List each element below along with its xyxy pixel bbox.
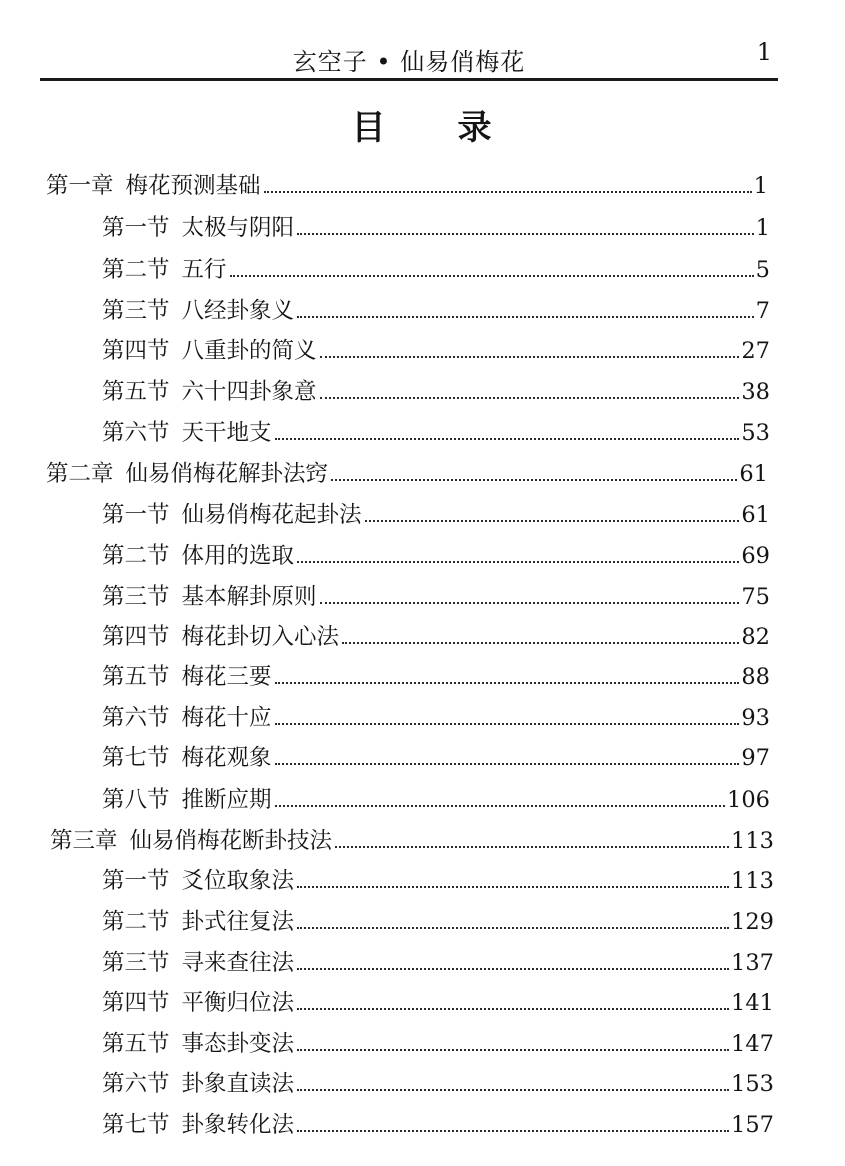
dot-leader [297,1089,729,1091]
dot-leader [320,397,740,399]
toc-entry-label [102,208,294,248]
toc-chapter-entry[interactable] [46,454,768,494]
toc-heading-char: 目 [351,108,388,148]
toc-entry-number: 第五节 [102,1031,170,1057]
toc-entry-title: 平衡归位法 [181,990,295,1016]
toc-entry-label [102,372,317,412]
dot-leader [297,968,729,970]
toc-entry-number: 第二章 [46,461,114,487]
toc-entry-label [50,821,332,861]
toc-entry-label [102,250,227,290]
toc-entry-number: 第七节 [102,745,170,771]
dot-leader [275,805,726,807]
toc-entry-number: 第一节 [102,868,170,894]
toc-section-entry[interactable] [102,372,770,412]
toc-section-entry[interactable] [102,208,770,248]
toc-entry-title: 梅花预测基础 [125,173,261,199]
toc-section-entry[interactable] [102,291,770,331]
toc-entry-page: 153 [731,1071,774,1097]
toc-entry-title: 五行 [181,257,227,283]
toc-entry-page: 147 [731,1031,774,1057]
running-title: 玄空子 • 仙易俏梅花 [292,48,526,76]
dot-leader [365,520,740,522]
toc-section-entry[interactable] [102,738,770,778]
toc-section-entry[interactable] [102,1105,774,1145]
toc-entry-page: 137 [731,950,774,976]
toc-entry-title: 太极与阴阳 [181,215,295,241]
toc-section-entry[interactable] [102,698,770,738]
toc-entry-title: 卦式往复法 [181,909,295,935]
toc-section-entry[interactable] [102,902,774,942]
toc-entry-page: 88 [741,664,770,690]
toc-entry-label [102,291,294,331]
dot-leader [335,846,729,848]
toc-section-entry[interactable] [102,780,770,820]
toc-entry-page: 61 [739,461,768,487]
toc-entry-number: 第一节 [102,502,170,528]
toc-entry-number: 第七节 [102,1112,170,1138]
toc-entry-title: 八重卦的简义 [181,338,317,364]
toc-section-entry[interactable] [102,657,770,697]
toc-entry-number: 第三章 [50,828,118,854]
toc-entry-page: 69 [741,543,770,569]
toc-entry-label [102,780,272,820]
toc-entry-page: 61 [741,502,770,528]
toc-entry-title: 仙易俏梅花解卦法窍 [125,461,329,487]
toc-entry-title: 八经卦象义 [181,298,295,324]
dot-leader [297,1130,729,1132]
toc-entry-title: 推断应期 [181,787,272,813]
toc-entry-number: 第三节 [102,298,170,324]
dot-leader [297,233,754,235]
toc-entry-label [46,454,328,494]
toc-entry-label [102,657,272,697]
toc-entry-page: 113 [731,828,774,854]
toc-entry-title: 基本解卦原则 [181,584,317,610]
dot-leader [275,682,740,684]
toc-section-entry[interactable] [102,495,770,535]
toc-chapter-entry[interactable] [50,821,774,861]
dot-leader [230,275,754,277]
toc-entry-number: 第六节 [102,1071,170,1097]
dot-leader [264,191,752,193]
toc-entry-title: 卦象直读法 [181,1071,295,1097]
toc-section-entry[interactable] [102,943,774,983]
toc-entry-page: 1 [753,173,768,199]
toc-entry-number: 第一节 [102,215,170,241]
toc-entry-title: 仙易俏梅花起卦法 [181,502,362,528]
toc-entry-page: 1 [755,215,770,241]
dot-leader [297,1008,729,1010]
toc-entry-label [102,861,294,901]
toc-entry-label [102,983,294,1023]
toc-entry-label [102,1105,294,1145]
toc-entry-number: 第四节 [102,338,170,364]
toc-entry-label [102,698,272,738]
dot-leader [275,763,740,765]
toc-entry-page: 7 [755,298,770,324]
toc-entry-label [102,1064,294,1104]
toc-entry-page: 97 [741,745,770,771]
toc-entry-title: 仙易俏梅花断卦技法 [129,828,333,854]
toc-entry-title: 事态卦变法 [181,1031,295,1057]
toc-entry-title: 梅花观象 [181,745,272,771]
toc-entry-label [102,577,317,617]
dot-leader [320,602,740,604]
toc-entry-page: 38 [741,379,770,405]
toc-entry-number: 第二节 [102,257,170,283]
toc-section-entry[interactable] [102,617,770,657]
dot-leader [275,723,740,725]
running-head [40,30,778,74]
toc-section-entry[interactable] [102,861,774,901]
toc-entry-label [102,738,272,778]
toc-section-entry[interactable] [102,331,770,371]
toc-section-entry[interactable] [102,413,770,453]
dot-leader [275,438,740,440]
toc-entry-label [102,331,317,371]
header-rule [40,78,778,81]
toc-entry-title: 爻位取象法 [181,868,295,894]
toc-entry-page: 27 [741,338,770,364]
dot-leader [331,479,737,481]
toc-entry-page: 75 [741,584,770,610]
toc-entry-page: 93 [741,705,770,731]
toc-section-entry[interactable] [102,577,770,617]
toc-section-entry[interactable] [102,250,770,290]
toc-entry-label [102,902,294,942]
dot-leader [297,886,729,888]
toc-entry-title: 天干地支 [181,420,272,446]
dot-leader [297,316,754,318]
toc-entry-page: 82 [741,624,770,650]
toc-chapter-entry[interactable] [46,166,768,206]
toc-entry-label [102,1024,294,1064]
dot-leader [297,927,729,929]
toc-entry-page: 5 [755,257,770,283]
toc-entry-number: 第三节 [102,950,170,976]
toc-entry-number: 第六节 [102,705,170,731]
toc-entry-title: 六十四卦象意 [181,379,317,405]
toc-entry-page: 106 [727,787,770,813]
toc-entry-label [102,495,362,535]
toc-entry-number: 第五节 [102,379,170,405]
toc-entry-number: 第五节 [102,664,170,690]
dot-leader [320,356,740,358]
toc-entry-page: 129 [731,909,774,935]
toc-entry-number: 第二节 [102,543,170,569]
toc-entry-number: 第二节 [102,909,170,935]
toc-entry-label [46,166,261,206]
dot-leader [297,1049,729,1051]
toc-entry-page: 53 [741,420,770,446]
toc-entry-label [102,536,294,576]
toc-entry-title: 卦象转化法 [181,1112,295,1138]
toc-entry-number: 第一章 [46,173,114,199]
toc-heading-char: 录 [457,108,494,148]
toc-entry-number: 第四节 [102,990,170,1016]
toc-section-entry[interactable] [102,983,774,1023]
toc-heading [0,100,845,149]
toc-entry-page: 157 [731,1112,774,1138]
dot-leader [342,642,739,644]
toc-entry-title: 梅花三要 [181,664,272,690]
toc-entry-title: 梅花卦切入心法 [181,624,340,650]
toc-entry-number: 第八节 [102,787,170,813]
toc-entry-page: 113 [731,868,774,894]
toc-entry-number: 第三节 [102,584,170,610]
toc-entry-page: 141 [731,990,774,1016]
toc-section-entry[interactable] [102,536,770,576]
toc-entry-number: 第六节 [102,420,170,446]
toc-section-entry[interactable] [102,1064,774,1104]
page-number: 1 [756,38,772,66]
dot-leader [297,561,739,563]
toc-entry-title: 体用的选取 [181,543,295,569]
toc-entry-label [102,943,294,983]
toc-entry-title: 寻来查往法 [181,950,295,976]
toc-entry-label [102,617,339,657]
toc-entry-number: 第四节 [102,624,170,650]
toc-entry-title: 梅花十应 [181,705,272,731]
toc-section-entry[interactable] [102,1024,774,1064]
toc-entry-label [102,413,272,453]
